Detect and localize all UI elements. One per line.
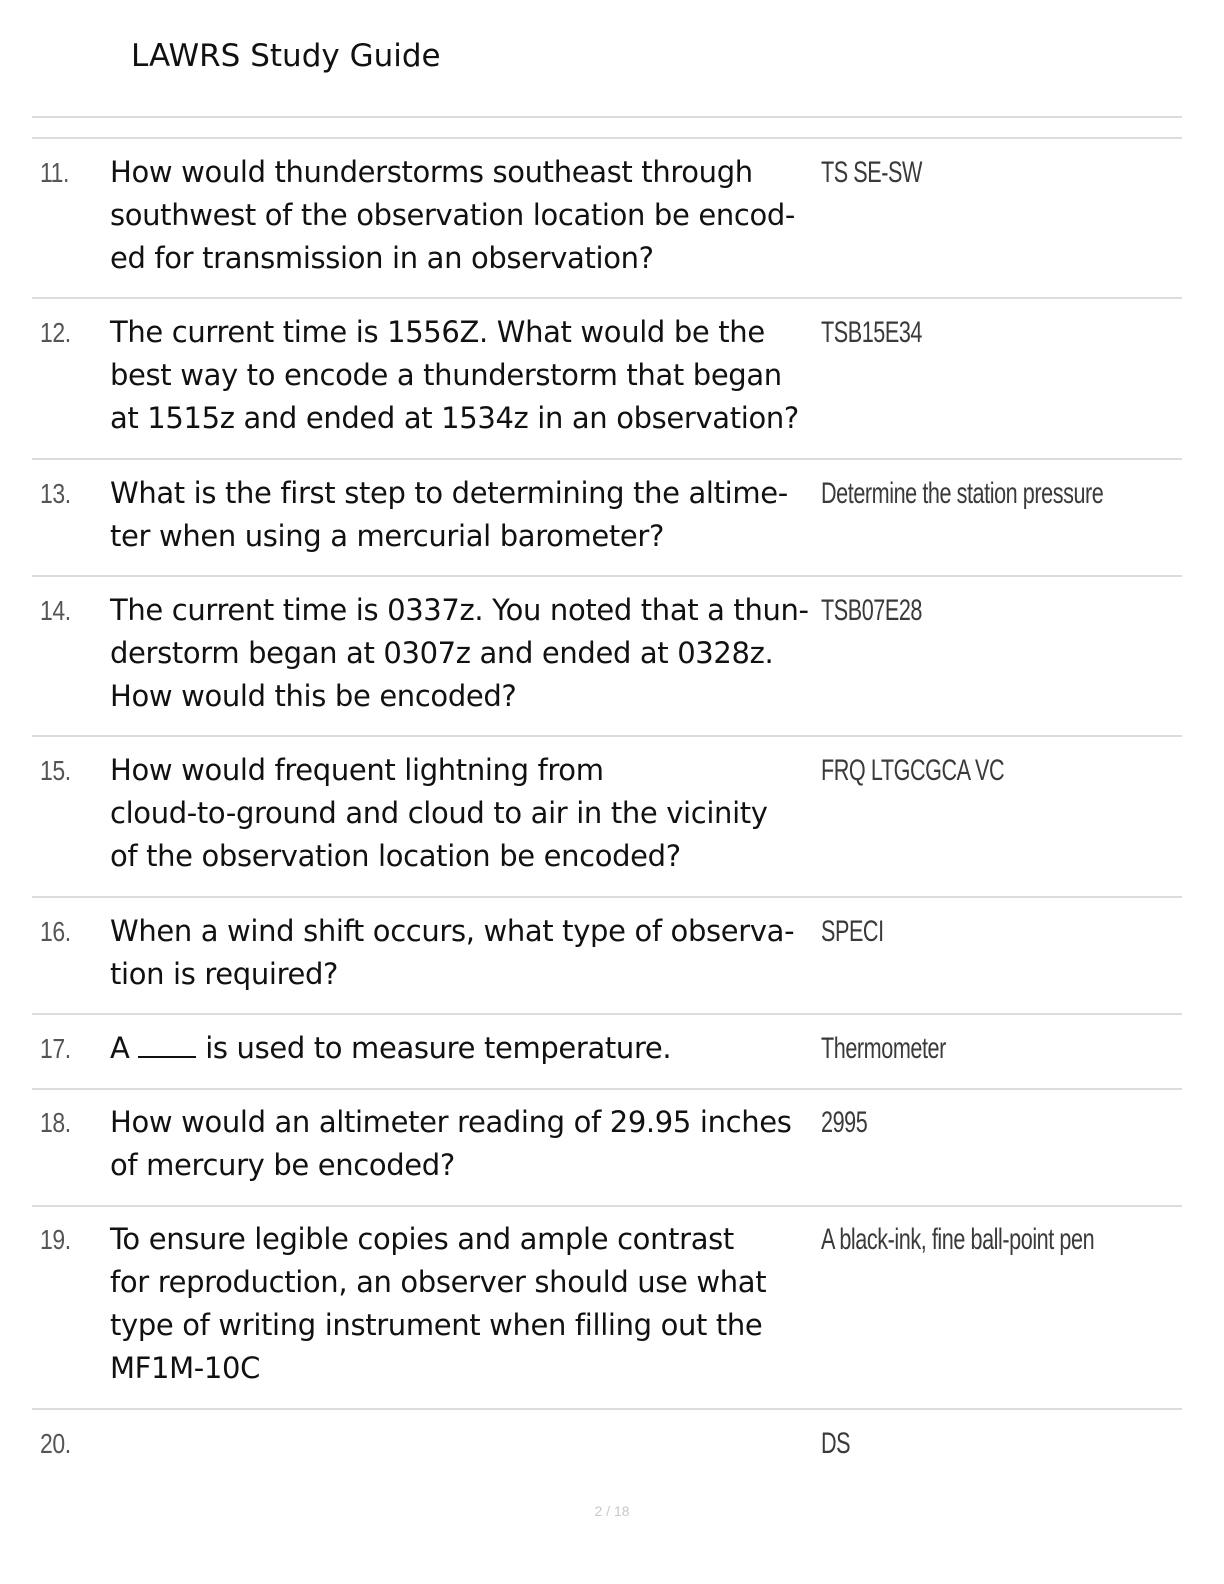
answer-text: DS — [821, 1427, 851, 1460]
question-line: What is the first step to determining the altime- — [110, 476, 788, 510]
answer-text: Determine the station pressure — [821, 477, 1104, 510]
question-text — [110, 749, 822, 878]
page-number: 2 / 18 — [594, 1503, 630, 1519]
row-divider — [32, 297, 1182, 299]
question-line: of the observation location be encoded? — [110, 839, 681, 873]
question-line: ter when using a mercurial barometer? — [110, 519, 665, 553]
row-divider — [32, 1205, 1182, 1207]
question-line: tion is required? — [110, 957, 339, 991]
fill-in-blank — [138, 1030, 196, 1058]
question-line: derstorm began at 0307z and ended at 0328z. — [110, 636, 774, 670]
answer-text: A black-ink, fine ball-point pen — [821, 1223, 1095, 1256]
question-line: of mercury be encoded? — [110, 1148, 455, 1182]
question-number: 12. — [40, 317, 71, 348]
answer-text: Thermometer — [821, 1032, 946, 1065]
question-line: When a wind shift occurs, what type of observa- — [110, 914, 795, 948]
question-line: ed for transmission in an observation? — [110, 241, 654, 275]
question-number: 11. — [40, 157, 69, 188]
question-line: cloud-to-ground and cloud to air in the vicinity — [110, 796, 768, 830]
answer-text: 2995 — [821, 1106, 868, 1139]
question-line: How would this be encoded? — [110, 679, 517, 713]
question-number: 18. — [40, 1107, 71, 1138]
question-line: How would an altimeter reading of 29.95 inches — [110, 1105, 792, 1139]
question-line: best way to encode a thunderstorm that began — [110, 358, 782, 392]
row-divider — [32, 735, 1182, 737]
question-line: How would thunderstorms southeast through — [110, 155, 753, 189]
question-number: 19. — [40, 1224, 71, 1255]
question-line: The current time is 1556Z. What would be the — [110, 315, 765, 349]
answer-text: SPECI — [821, 915, 884, 948]
question-number: 20. — [40, 1428, 71, 1459]
question-text — [110, 151, 822, 280]
row-divider — [32, 1408, 1182, 1410]
question-line: How would frequent lightning from — [110, 753, 604, 787]
row-divider — [32, 458, 1182, 460]
question-text — [110, 311, 822, 440]
question-line: for reproduction, an observer should use what — [110, 1265, 767, 1299]
row-divider — [32, 575, 1182, 577]
question-line: To ensure legible copies and ample contrast — [110, 1222, 734, 1256]
question-number: 17. — [40, 1033, 71, 1064]
question-number: 13. — [40, 478, 71, 509]
question-line: The current time is 0337z. You noted that a thun- — [110, 593, 809, 627]
question-text — [110, 1101, 822, 1187]
page-title: LAWRS Study Guide — [131, 38, 441, 74]
answer-text: FRQ LTGCGCA VC — [821, 754, 1005, 787]
question-number: 16. — [40, 916, 71, 947]
answer-text: TS SE-SW — [821, 156, 922, 189]
row-divider — [32, 1013, 1182, 1015]
question-line: type of writing instrument when filling out the — [110, 1308, 763, 1342]
question-text — [110, 910, 822, 996]
question-number: 14. — [40, 595, 71, 626]
question-line: MF1M-10C — [110, 1351, 260, 1385]
answer-text: TSB07E28 — [821, 594, 923, 627]
question-line: at 1515z and ended at 1534z in an observation? — [110, 401, 799, 435]
row-divider — [32, 896, 1182, 898]
question-text — [110, 589, 822, 718]
question-line: southwest of the observation location be encod- — [110, 198, 796, 232]
question-text — [110, 1027, 822, 1070]
question-text — [110, 1218, 822, 1390]
answer-text: TSB15E34 — [821, 316, 923, 349]
question-text-before-blank: A — [110, 1031, 139, 1065]
question-text — [110, 472, 822, 558]
question-number: 15. — [40, 755, 71, 786]
row-divider — [32, 1088, 1182, 1090]
question-text-after-blank: is used to measure temperature. — [196, 1031, 672, 1065]
